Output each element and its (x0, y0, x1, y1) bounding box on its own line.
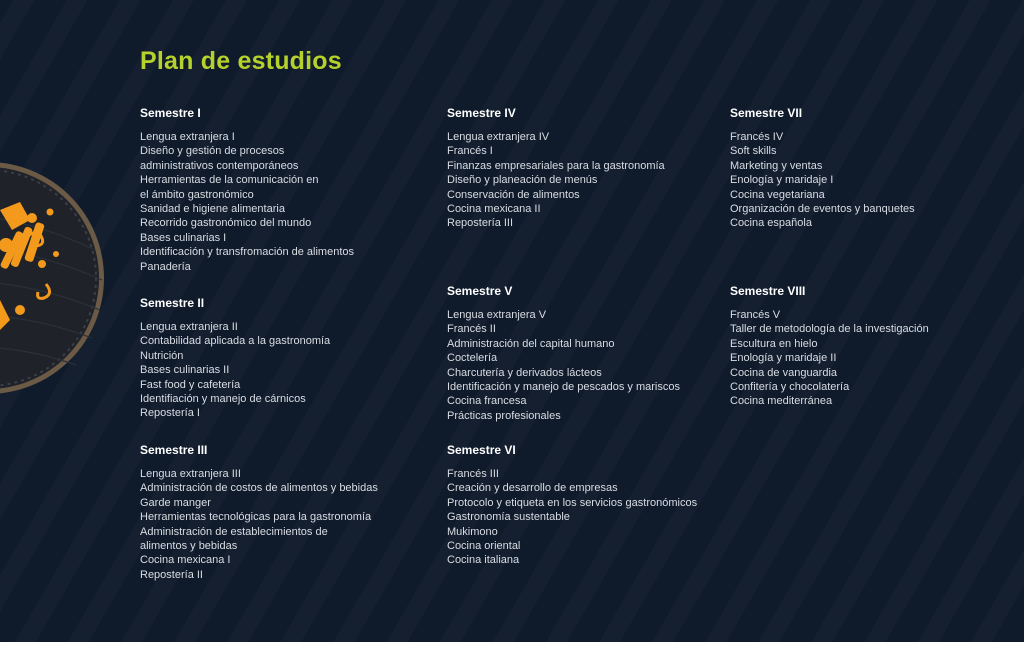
semester-2-subjects (140, 320, 330, 421)
semester-1-subjects (140, 130, 354, 274)
semester-4-heading: Semestre IV (447, 106, 516, 120)
subject-item: Cocina italiana (447, 554, 520, 567)
semester-8-subjects (730, 308, 929, 409)
subject-item: Lengua extranjera III (140, 468, 241, 480)
food-plate-image (0, 160, 106, 396)
subject-item: Repostería III (447, 217, 514, 230)
subject-item: Repostería I (140, 407, 200, 420)
subject-item: Francés IV (730, 131, 784, 143)
semester-6-subjects (447, 467, 697, 568)
semester-4 (447, 106, 665, 231)
subject-item: Creación y desarrollo de empresas (447, 482, 618, 495)
subject-item: Identificación y manejo de pescados y mariscos (447, 381, 680, 394)
subject-item: Recorrido gastronómico del mundo (140, 217, 312, 230)
subject-item: Lengua extranjera V (447, 309, 547, 321)
subject-item: Cocina mexicana II (447, 203, 541, 216)
subject-item: Administración del capital humano (447, 337, 615, 350)
subject-item: Sanidad e higiene alimentaria (140, 203, 285, 216)
subject-item: Organización de eventos y banquetes (730, 203, 915, 216)
subject-item: Lengua extranjera II (140, 321, 238, 333)
subject-item: Protocolo y etiqueta en los servicios gastronómicos (447, 496, 698, 509)
subject-item: Soft skills (730, 145, 777, 158)
subject-item: Confitería y chocolatería (730, 381, 850, 394)
semester-1 (140, 106, 354, 274)
semester-8 (730, 284, 929, 409)
subject-item: Cocina mediterránea (730, 395, 833, 408)
semester-1-heading: Semestre I (140, 106, 201, 120)
semester-5-subjects (447, 308, 680, 423)
subject-item: Francés I (447, 145, 493, 158)
subject-item: Panadería (140, 260, 191, 273)
subject-item: Cocina española (730, 217, 812, 230)
subject-item: Diseño y gestión de procesos (140, 145, 285, 158)
semester-2-heading: Semestre II (140, 296, 205, 310)
subject-item: Mukimono (447, 525, 498, 538)
subject-item: Identifiación y manejo de cárnicos (140, 393, 306, 406)
subject-item: Gastronomía sustentable (447, 511, 570, 524)
semester-7-subjects (730, 130, 915, 231)
subject-item: Coctelería (447, 352, 498, 365)
subject-item: Conservación de alimentos (447, 188, 580, 201)
semester-3-heading: Semestre III (140, 443, 208, 457)
semester-5-heading: Semestre V (447, 284, 513, 298)
subject-item: alimentos y bebidas (140, 540, 238, 553)
subject-item: Francés III (447, 468, 499, 480)
semester-6-heading: Semestre VI (447, 443, 516, 457)
subject-item: Lengua extranjera IV (447, 131, 550, 143)
semester-2 (140, 296, 330, 421)
subject-item: Repostería II (140, 568, 203, 581)
subject-item: Cocina mexicana I (140, 554, 231, 567)
subject-item: Finanzas empresariales para la gastronomía (447, 159, 665, 172)
subject-item: Nutrición (140, 349, 184, 362)
subject-item: Taller de metodología de la investigación (730, 323, 929, 336)
semester-8-heading: Semestre VIII (730, 284, 806, 298)
semester-7-heading: Semestre VII (730, 106, 803, 120)
subject-item: Bases culinarias I (140, 231, 227, 244)
semester-7 (730, 106, 915, 231)
subject-item: Enología y maridaje I (730, 174, 834, 187)
semester-4-subjects (447, 130, 665, 231)
subject-item: Lengua extranjera I (140, 131, 235, 143)
subject-item: Contabilidad aplicada a la gastronomía (140, 335, 331, 348)
subject-item: Administración de establecimientos de (140, 525, 328, 538)
subject-item: Fast food y cafetería (140, 378, 241, 391)
subject-item: Escultura en hielo (730, 337, 818, 350)
subject-item: Marketing y ventas (730, 159, 823, 172)
subject-item: Cocina vegetariana (730, 188, 825, 201)
subject-item: Diseño y planeación de menús (447, 174, 598, 187)
subject-item: Francés II (447, 323, 496, 336)
subject-item: Francés V (730, 309, 781, 321)
subject-item: Administración de costos de alimentos y bebidas (140, 482, 378, 495)
subject-item: Herramientas tecnológicas para la gastronomía (140, 511, 372, 524)
subject-item: Prácticas profesionales (447, 409, 561, 422)
subject-item: Charcutería y derivados lácteos (447, 366, 602, 379)
semester-3-subjects (140, 467, 378, 582)
subject-item: Cocina francesa (447, 395, 527, 408)
subject-item: Cocina oriental (447, 540, 521, 553)
semester-6 (447, 443, 697, 568)
subject-item: el ámbito gastronómico (140, 188, 254, 201)
subject-item: Identificación y transfromación de alimentos (140, 246, 354, 259)
subject-item: Herramientas de la comunicación en (140, 174, 319, 187)
subject-item: Enología y maridaje II (730, 352, 837, 365)
subject-item: Cocina de vanguardia (730, 366, 838, 379)
page-title: Plan de estudios (140, 47, 342, 75)
semester-5 (447, 284, 680, 423)
subject-item: administrativos contemporáneos (140, 159, 299, 172)
subject-item: Garde manger (140, 496, 211, 509)
subject-item: Bases culinarias II (140, 364, 230, 377)
semester-3 (140, 443, 378, 582)
